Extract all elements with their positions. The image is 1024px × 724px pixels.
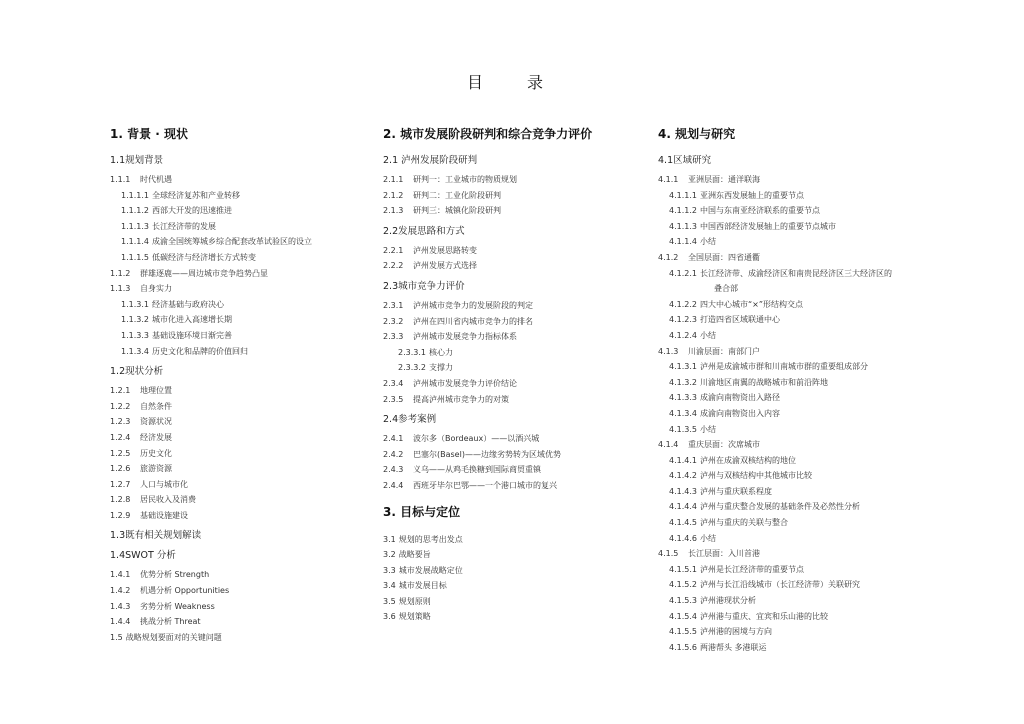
toc-entry-text: 泸州与双核结构中其他城市比较: [700, 471, 812, 481]
toc-entry: [110, 477, 400, 493]
toc-entry-text: 支撑力: [429, 363, 453, 373]
toc-entry: [658, 437, 948, 453]
toc-entry: [658, 577, 948, 593]
toc-column-2: [383, 126, 673, 625]
toc-entry-number: 1.2.7: [110, 479, 131, 489]
toc-entry: [110, 172, 400, 188]
toc-entry-number: 4.1.3.5: [669, 424, 697, 434]
toc-entry-text: 西部大开发的迅速推进: [152, 206, 232, 216]
toc-entry: [110, 344, 400, 360]
toc-entry: [110, 630, 400, 646]
toc-entry: [383, 547, 673, 563]
toc-entry: [658, 499, 948, 515]
toc-entry: [658, 234, 948, 250]
toc-entry: [658, 359, 948, 375]
section-heading: 2.3城市竞争力评价: [383, 280, 465, 292]
toc-entry: [110, 492, 400, 508]
toc-entry-number: 1.1.3.3: [121, 330, 149, 340]
toc-entry-number: 1.2.1: [110, 386, 131, 396]
toc-entry: [110, 203, 400, 219]
toc-entry-text: 成渝向南物资出入内容: [700, 408, 780, 418]
toc-entry-number: 4.1.5.3: [669, 596, 697, 606]
toc-entry-number: 1.1.1.4: [121, 237, 149, 247]
toc-entry-number: 4.1.4.3: [669, 486, 697, 496]
toc-entry-number: 1.2.2: [110, 401, 131, 411]
toc-entry-number: 2.1.3: [383, 206, 404, 216]
toc-entry-text: 城市发展战略定位: [398, 565, 463, 575]
toc-entry-text: 四大中心城市“×”形结构交点: [700, 299, 803, 309]
toc-entry-text: 全国层面：四省通衢: [688, 252, 760, 262]
section-heading: 2.4参考案例: [383, 414, 437, 426]
section-heading: 2.1 泸州发展阶段研判: [383, 155, 478, 166]
toc-entry-text: 亚洲东西发展轴上的重要节点: [700, 190, 804, 200]
toc-entry: [658, 562, 948, 578]
toc-entry: [658, 468, 948, 484]
toc-entry-number: 3.1: [383, 534, 396, 544]
toc-entry: [110, 281, 400, 297]
toc-entry: [658, 484, 948, 500]
toc-entry-text: 自然条件: [140, 401, 172, 411]
toc-entry-text: 泸州港现状分析: [700, 596, 756, 606]
toc-entry-number: 2.3.3.1: [398, 347, 426, 357]
toc-entry-number: 2.3.3.2: [398, 363, 426, 373]
toc-entry-text: 城市发展目标: [398, 581, 447, 591]
chapter-heading: 3. 目标与定位: [383, 504, 461, 519]
toc-entry: [658, 219, 948, 235]
toc-entry: [383, 563, 673, 579]
toc-entry-text: 泸州与重庆整合发展的基础条件及必然性分析: [700, 502, 860, 512]
toc-entry-number: 4.1.1: [658, 175, 679, 184]
toc-entry: [658, 546, 948, 562]
toc-entry-text: 泸州与重庆的关联与整合: [700, 518, 788, 528]
toc-entry-text: 中国与东南亚经济联系的重要节点: [700, 206, 820, 216]
toc-entry: [658, 609, 948, 625]
toc-entry-text: 泸州城市发展竞争力指标体系: [413, 332, 517, 342]
toc-entry-number: 1.1.2: [110, 268, 131, 278]
toc-entry-text: 时代机遇: [140, 175, 172, 184]
toc-entry: [110, 219, 400, 235]
toc-entry-number: 3.4: [383, 581, 396, 591]
toc-entry-number: 4.1.5: [658, 549, 679, 559]
toc-entry-text: 泸州在成渝双核结构的地位: [700, 455, 796, 465]
toc-entry-text: 历史文化: [140, 448, 172, 458]
toc-entry-text: 核心力: [429, 347, 453, 357]
toc-entry-text: 规划策略: [398, 612, 431, 622]
toc-entry-number: 3.5: [383, 596, 396, 606]
toc-entry: [383, 258, 673, 274]
toc-entry-number: 2.4.4: [383, 480, 404, 490]
toc-entry-text: 西班牙毕尔巴鄂——一个港口城市的复兴: [413, 480, 557, 490]
toc-entry-number: 2.3.3: [383, 332, 404, 342]
toc-entry: [658, 390, 948, 406]
toc-entry-number: 1.2.5: [110, 448, 131, 458]
toc-entry: [383, 203, 673, 219]
toc-entry-text: 川渝层面：南部门户: [688, 346, 760, 356]
toc-entry-number: 4.1.3.4: [669, 408, 697, 418]
toc-entry-number: 4.1.3.1: [669, 362, 697, 372]
toc-entry-text: 地理位置: [140, 386, 172, 396]
toc-entry-text: 亚洲层面：通洋联海: [688, 175, 760, 184]
toc-entry-number: 1.4.3: [110, 601, 131, 611]
toc-entry: [110, 250, 400, 266]
toc-entry-text: 规划的思考出发点: [398, 534, 463, 544]
toc-entry-number: 2.3.4: [383, 378, 404, 388]
toc-entry-number: 1.1.1: [110, 175, 131, 184]
toc-entry-text: 战略要旨: [398, 550, 431, 560]
toc-entry: [110, 328, 400, 344]
toc-entry: [383, 578, 673, 594]
page-title: 目 录: [466, 73, 557, 92]
toc-entry-text: 提高泸州城市竞争力的对策: [413, 394, 509, 404]
toc-entry-number: 4.1.4.4: [669, 502, 697, 512]
toc-entry: [110, 430, 400, 446]
toc-entry-number: 2.4.1: [383, 434, 404, 444]
toc-entry-number: 1.1.1.5: [121, 252, 149, 262]
toc-entry: [658, 344, 948, 360]
toc-entry: [658, 328, 948, 344]
toc-entry-text: 研判二：工业化阶段研判: [413, 190, 501, 200]
toc-entry: [110, 567, 400, 583]
toc-entry-text: 历史文化和品牌的价值回归: [152, 346, 248, 356]
toc-entry: [383, 376, 673, 392]
toc-entry-text: 人口与城市化: [140, 479, 188, 489]
toc-entry-number: 1.1.1.1: [121, 190, 149, 200]
toc-entry-text: 全球经济复苏和产业转移: [152, 190, 240, 200]
toc-entry-text: 群雄逐鹿——周边城市竞争趋势凸显: [140, 268, 268, 278]
toc-entry-number: 4.1.5.1: [669, 564, 697, 574]
toc-entry-number: 4.1.4: [658, 440, 679, 450]
toc-entry: [658, 406, 948, 422]
toc-entry-number: 2.3.2: [383, 316, 404, 326]
toc-entry: [383, 345, 673, 361]
toc-entry-text: 川渝地区南翼的战略城市和前沿阵地: [700, 377, 828, 387]
toc-entry-number: 4.1.4.6: [669, 533, 697, 543]
toc-entry-text: 泸州在四川省内城市竞争力的排名: [413, 316, 533, 326]
toc-entry-text: 泸州城市竞争力的发展阶段的判定: [413, 300, 533, 310]
toc-entry: [110, 461, 400, 477]
toc-entry: [110, 234, 400, 250]
toc-entry: [383, 462, 673, 478]
chapter-heading: 2. 城市发展阶段研判和综合竞争力评价: [383, 127, 593, 141]
toc-entry: [658, 375, 948, 391]
toc-entry-number: 4.1.5.4: [669, 611, 697, 621]
toc-entry-text: 规划原则: [398, 596, 431, 606]
toc-entry-text: 长江经济带的发展: [152, 221, 216, 231]
toc-entry-number: 1.1.3: [110, 284, 131, 294]
toc-column-1: [110, 126, 400, 645]
toc-entry-text: 泸州港的困境与方向: [700, 627, 772, 637]
toc-entry-number: 2.4.3: [383, 465, 404, 475]
toc-entry: [658, 312, 948, 328]
toc-entry-text: 泸州是长江经济带的重要节点: [700, 564, 804, 574]
toc-entry: [658, 266, 948, 282]
toc-entry-number: 4.1.3: [658, 346, 679, 356]
toc-entry-text: 泸州城市发展竞争力评价结论: [413, 378, 517, 388]
toc-entry: [383, 298, 673, 314]
toc-entry: [658, 297, 948, 313]
toc-entry-text: 小结: [700, 424, 716, 434]
toc-entry-number: 1.2.6: [110, 464, 131, 474]
toc-entry-number: 1.4.4: [110, 617, 131, 627]
section-heading: 1.2现状分析: [110, 366, 164, 378]
toc-entry-number: 1.2.4: [110, 432, 131, 442]
toc-entry-text: 劣势分析 Weakness: [140, 601, 215, 611]
toc-entry: [383, 243, 673, 259]
toc-entry-text: 自身实力: [140, 284, 172, 294]
toc-entry-text: 义乌——从鸡毛换糖到国际商贸重镇: [413, 465, 541, 475]
toc-entry-text: 成渝全国统筹城乡综合配套改革试验区的设立: [152, 237, 312, 247]
toc-entry-number: 1.1.3.4: [121, 346, 149, 356]
toc-entry: [110, 297, 400, 313]
toc-entry-number: 4.1.2.3: [669, 315, 697, 325]
toc-entry: [658, 172, 948, 188]
toc-entry-text: 两港帮头 多港联运: [700, 642, 767, 652]
toc-entry-number: 2.1.1: [383, 175, 404, 184]
toc-entry-text: 巴塞尔(Basel)——边缘劣势转为区域优势: [413, 449, 561, 459]
toc-entry-number: 4.1.4.1: [669, 455, 697, 465]
toc-entry-text: 挑战分析 Threat: [140, 617, 201, 627]
toc-entry: [110, 583, 400, 599]
toc-entry-text: 小结: [700, 237, 716, 247]
toc-entry-number: 1.2.9: [110, 510, 131, 520]
toc-entry-number: 4.1.5.6: [669, 642, 697, 652]
toc-entry-text: 研判一：工业城市的物质规划: [413, 175, 517, 184]
toc-entry: [383, 329, 673, 345]
toc-entry-text: 经济发展: [140, 432, 172, 442]
toc-entry: [110, 383, 400, 399]
toc-entry: [383, 478, 673, 494]
chapter-heading: 1. 背景 · 现状: [110, 127, 189, 141]
toc-entry-number: 3.2: [383, 550, 396, 560]
toc-entry-text: 泸州发展思路转变: [413, 245, 477, 255]
toc-entry: [658, 593, 948, 609]
toc-entry-number: 1.1.3.1: [121, 299, 149, 309]
toc-entry-text: 机遇分析 Opportunities: [140, 586, 230, 596]
toc-entry-text: 泸州发展方式选择: [413, 261, 477, 271]
toc-entry-text: 战略规划要面对的关键问题: [125, 632, 222, 642]
toc-entry: [383, 360, 673, 376]
toc-column-3: [658, 126, 948, 655]
toc-entry-text: 打造四省区域联通中心: [700, 315, 780, 325]
toc-entry-number: 4.1.2.1: [669, 268, 697, 278]
toc-entry-number: 4.1.1.3: [669, 221, 697, 231]
toc-entry: [383, 188, 673, 204]
toc-entry: [383, 594, 673, 610]
toc-entry: [658, 422, 948, 438]
toc-entry-text: 长江层面：入川首港: [688, 549, 760, 559]
toc-entry-number: 1.1.1.2: [121, 206, 149, 216]
chapter-heading: 4. 规划与研究: [658, 127, 736, 141]
toc-entry-number: 1.1.1.3: [121, 221, 149, 231]
toc-entry-number: 2.1.2: [383, 190, 404, 200]
toc-entry-number: 4.1.3.2: [669, 377, 697, 387]
toc-entry-number: 3.3: [383, 565, 396, 575]
toc-entry-text: 泸州与长江沿线城市（长江经济带）关联研究: [700, 580, 860, 590]
toc-entry-text: 低碳经济与经济增长方式转变: [152, 252, 256, 262]
toc-entry: [383, 314, 673, 330]
toc-entry-text: 泸州与重庆联系程度: [700, 486, 772, 496]
toc-entry-number: 4.1.2: [658, 252, 679, 262]
toc-entry: [658, 188, 948, 204]
section-heading: 1.1规划背景: [110, 155, 164, 166]
toc-entry: [383, 392, 673, 408]
toc-entry-number: 2.3.1: [383, 300, 404, 310]
toc-entry-number: 4.1.2.2: [669, 299, 697, 309]
toc-entry-text: 资源状况: [140, 417, 172, 427]
toc-entry: [658, 281, 948, 297]
toc-entry-text: 叠合部: [714, 284, 738, 294]
toc-entry-text: 城市化进入高速增长期: [152, 315, 232, 325]
toc-entry-text: 基础设施建设: [140, 510, 188, 520]
toc-entry-number: 1.4.1: [110, 570, 131, 580]
toc-entry-number: 4.1.4.5: [669, 518, 697, 528]
toc-entry: [110, 446, 400, 462]
toc-entry: [110, 508, 400, 524]
toc-entry-number: 2.2.1: [383, 245, 404, 255]
toc-entry: [110, 266, 400, 282]
toc-entry-number: 1.2.3: [110, 417, 131, 427]
toc-entry-text: 小结: [700, 330, 716, 340]
toc-entry-number: 4.1.4.2: [669, 471, 697, 481]
toc-entry: [383, 172, 673, 188]
toc-entry-text: 研判三：城镇化阶段研判: [413, 206, 501, 216]
section-heading: 4.1区域研究: [658, 155, 712, 166]
toc-entry-text: 小结: [700, 533, 716, 543]
toc-entry-number: 4.1.1.2: [669, 206, 697, 216]
toc-entry: [658, 515, 948, 531]
section-heading: 2.2发展思路和方式: [383, 225, 465, 237]
toc-entry-number: 1.5: [110, 632, 123, 642]
toc-entry-number: 4.1.2.4: [669, 330, 697, 340]
toc-entry: [110, 399, 400, 415]
toc-entry-text: 波尔多（Bordeaux）——以酒兴城: [413, 434, 540, 444]
toc-entry: [658, 250, 948, 266]
toc-entry-number: 2.4.2: [383, 449, 404, 459]
toc-entry: [658, 531, 948, 547]
toc-entry-number: 2.2.2: [383, 261, 404, 271]
toc-entry: [383, 532, 673, 548]
toc-entry-number: 3.6: [383, 612, 396, 622]
toc-entry-number: 4.1.1.1: [669, 190, 697, 200]
toc-entry-text: 经济基础与政府决心: [152, 299, 224, 309]
toc-entry-text: 泸州港与重庆、宜宾和乐山港的比较: [700, 611, 828, 621]
toc-entry: [383, 447, 673, 463]
toc-entry-text: 基础设施环境日渐完善: [152, 330, 232, 340]
toc-entry-number: 1.4.2: [110, 586, 131, 596]
toc-entry-number: 4.1.5.2: [669, 580, 697, 590]
toc-entry-number: 4.1.5.5: [669, 627, 697, 637]
toc-entry-number: 1.2.8: [110, 495, 131, 505]
toc-entry: [658, 640, 948, 656]
toc-entry-number: 4.1.3.3: [669, 393, 697, 403]
toc-entry: [110, 414, 400, 430]
toc-entry-number: 1.1.3.2: [121, 315, 149, 325]
toc-entry-text: 居民收入及消费: [140, 495, 196, 505]
toc-entry-text: 长江经济带、成渝经济区和南贵昆经济区三大经济区的: [700, 268, 892, 278]
toc-entry: [658, 203, 948, 219]
toc-entry-text: 中国西部经济发展轴上的重要节点城市: [700, 221, 836, 231]
section-heading: 1.4SWOT 分析: [110, 550, 176, 562]
toc-entry: [383, 431, 673, 447]
toc-entry: [110, 188, 400, 204]
toc-entry-text: 成渝向南物资出入路径: [700, 393, 780, 403]
toc-entry-text: 旅游资源: [140, 464, 172, 474]
toc-entry: [383, 609, 673, 625]
toc-entry: [658, 453, 948, 469]
toc-entry-number: 4.1.1.4: [669, 237, 697, 247]
toc-entry-text: 泸州是成渝城市群和川南城市群的重要组成部分: [700, 362, 868, 372]
toc-entry: [110, 312, 400, 328]
toc-entry: [658, 624, 948, 640]
toc-entry: [110, 599, 400, 615]
toc-entry-text: 优势分析 Strength: [140, 570, 210, 580]
toc-entry: [110, 614, 400, 630]
toc-entry-number: 2.3.5: [383, 394, 404, 404]
section-heading: 1.3既有相关规划解读: [110, 530, 202, 542]
toc-entry-text: 重庆层面：次席城市: [688, 440, 760, 450]
